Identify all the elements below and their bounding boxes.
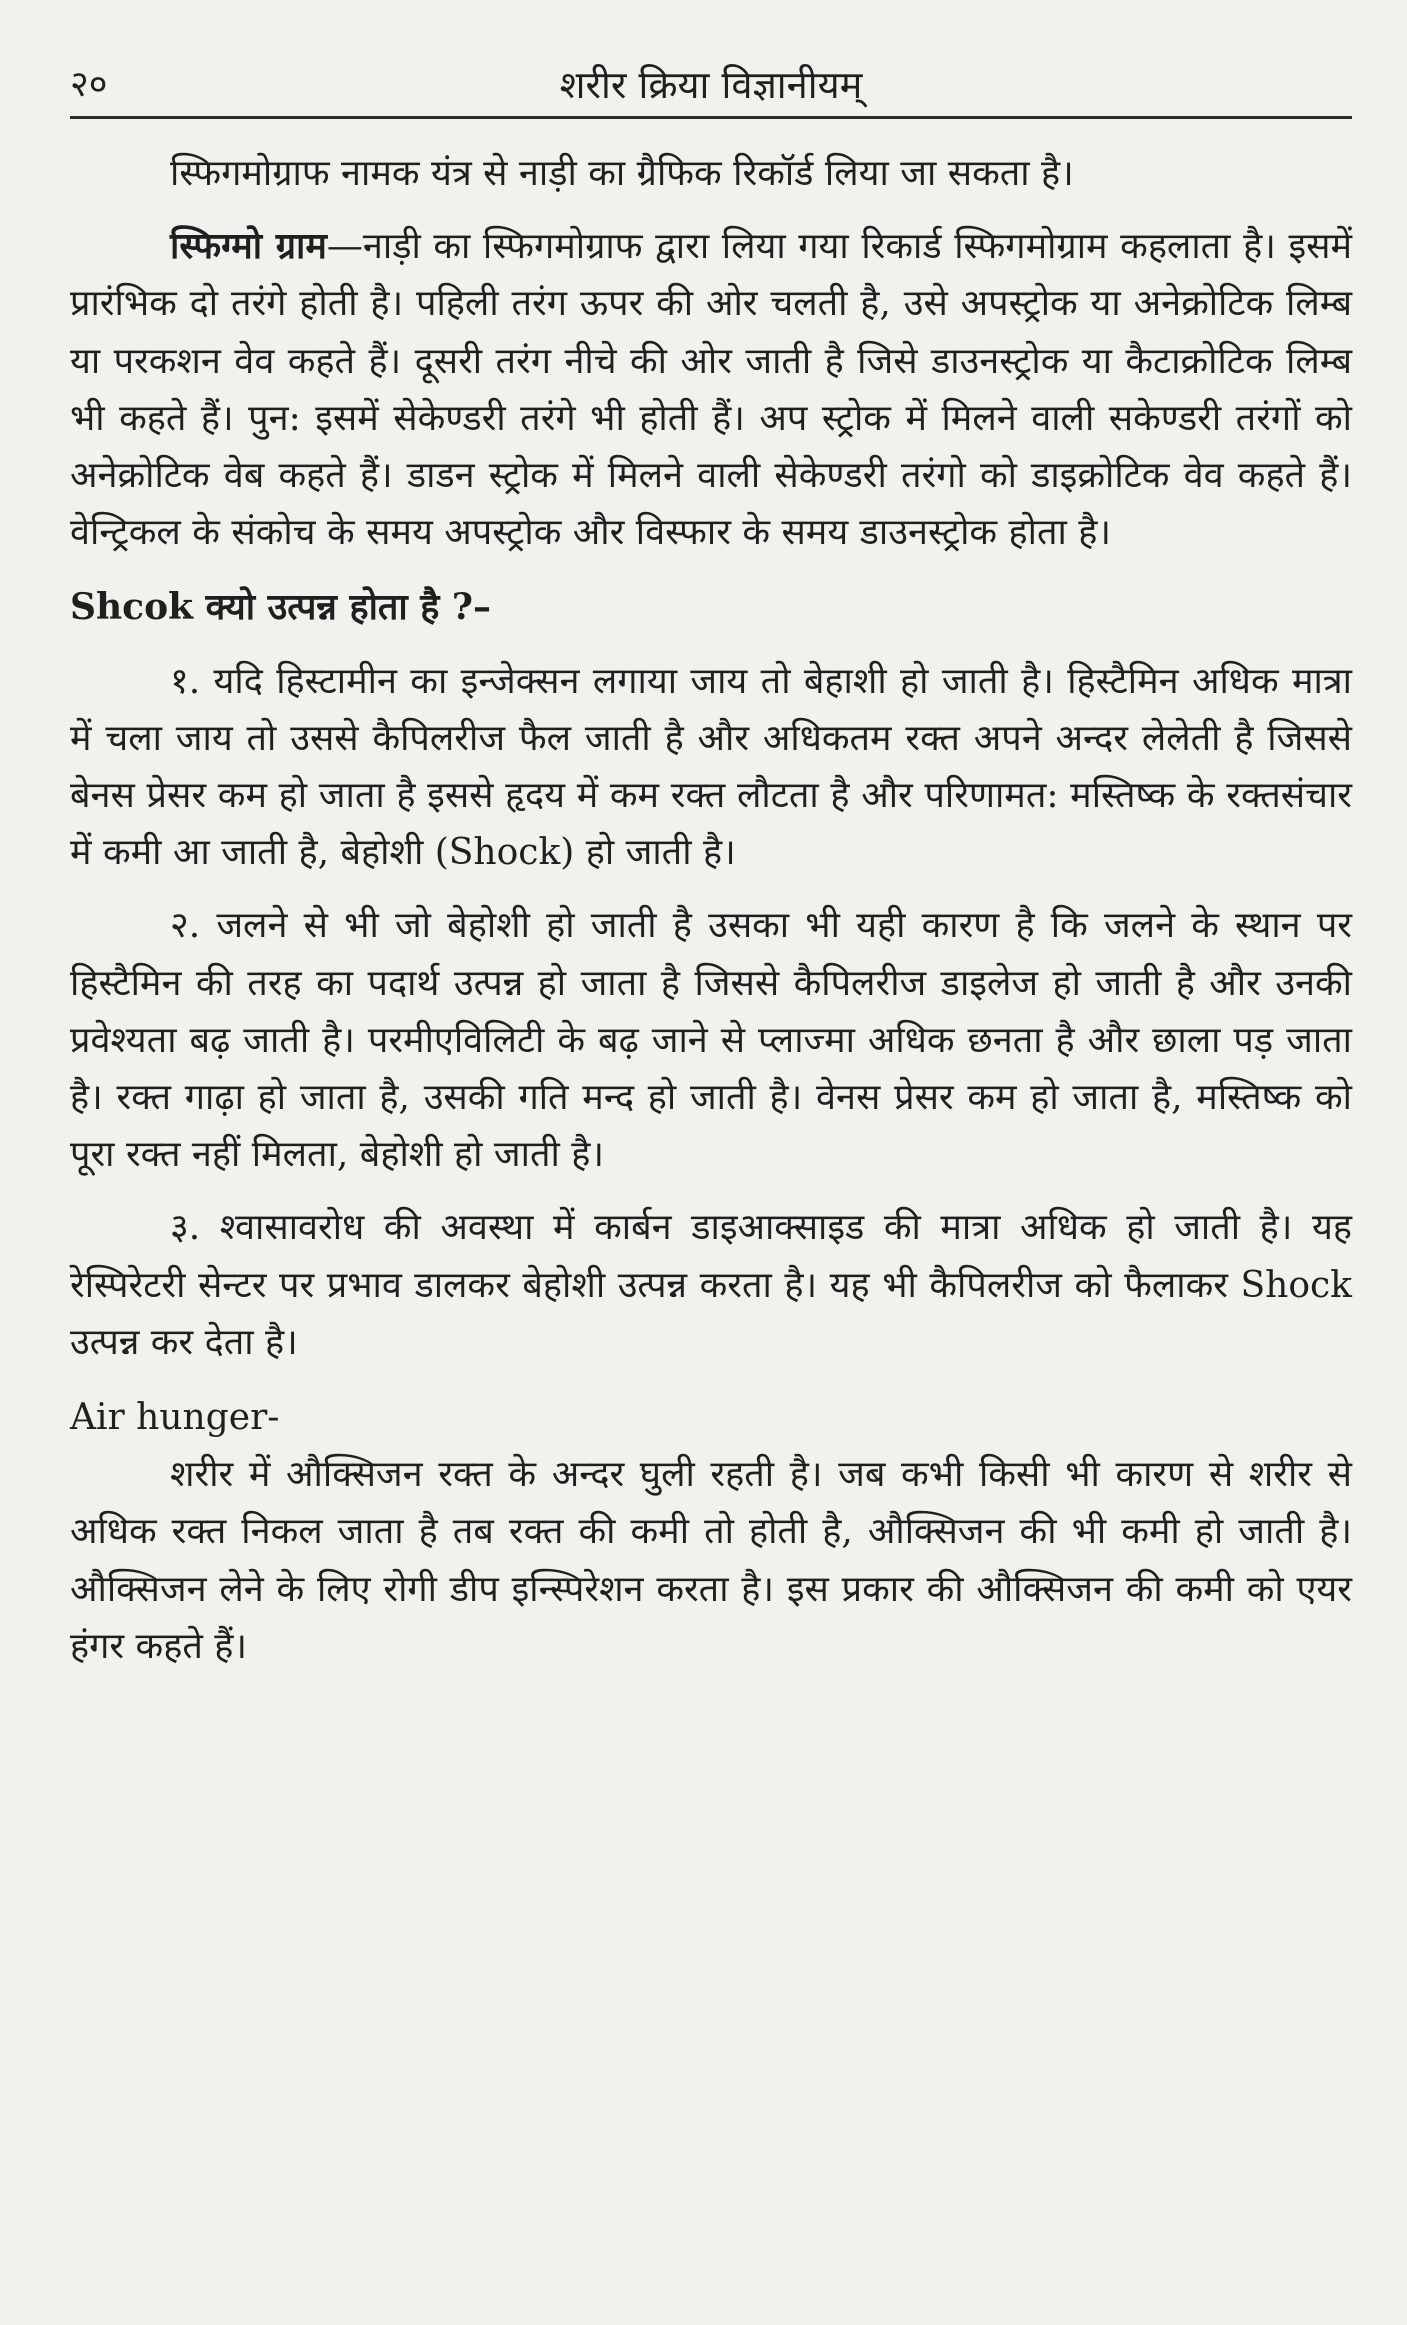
sphygmogram-description: —नाड़ी का स्फिगमोग्राफ द्वारा लिया गया रिकार्ड स्फिगमोग्राम कहलाता है। इसमें प्रारंभिक दो तरंगे होती है। पहिली तरंग ऊपर की ओर चलती है, उसे अपस्ट्रोक या अनेक्रोटिक लिम्ब या परकशन वेव कहते हैं। दूसरी तरंग नीचे की ओर जाती है जिसे डाउनस्ट्रोक या कैटाक्रोटिक लिम्ब भी कहते हैं। पुन: इसमें सेकेण्डरी तरंगे भी होती हैं। अप स्ट्रोक में मिलने वाली सकेण्डरी तरंगों को अनेक्रोटिक वेब कहते हैं। डाडन स्ट्रोक में मिलने वाली सेकेण्डरी तरंगो को डाइक्रोटिक वेव कहते हैं। वेन्ट्रिकल के संकोच के समय अपस्ट्रोक और विस्फार के समय डाउनस्ट्रोक होता है। <box>70 226 1352 554</box>
heading-shock-cause: Shcok क्यो उत्पन्न होता है ?– <box>70 586 492 629</box>
paragraph-sphygmogram <box>70 218 1352 561</box>
paragraph-point-3: ३. श्वासावरोध की अवस्था में कार्बन डाइआक्साइड की मात्रा अधिक हो जाती है। यह रेस्पिरेटरी सेन्टर पर प्रभाव डालकर बेहोशी उत्पन्न करता है। यह भी कैपिलरीज को फैलाकर Shock उत्पन्न कर देता है। <box>70 1207 1352 1363</box>
page-body <box>70 145 1352 1675</box>
page-header <box>70 60 1352 119</box>
paragraph-point-2: २. जलने से भी जो बेहोशी हो जाती है उसका भी यही कारण है कि जलने के स्थान पर हिस्टैमिन की तरह का पदार्थ उत्पन्न हो जाता है जिससे कैपिलरीज डाइलेज हो जाती है और उनकी प्रवेश्यता बढ़ जाती है। परमीएविलिटी के बढ़ जाने से प्लाज्मा अधिक छनता है और छाला पड़ जाता है। रक्त गाढ़ा हो जाता है, उसकी गति मन्द हो जाती है। वेनस प्रेसर कम हो जाता है, मस्तिष्क को पूरा रक्त नहीं मिलता, बेहोशी हो जाती है। <box>70 905 1352 1176</box>
running-title: शरीर क्रिया विज्ञानीयम् <box>559 63 863 107</box>
page-number: २० <box>70 64 108 105</box>
term-sphygmogram: स्फिग्मो ग्राम <box>170 225 327 268</box>
paragraph-sphygmograph: स्फिगमोग्राफ नामक यंत्र से नाड़ी का ग्रैफिक रिकॉर्ड लिया जा सकता है। <box>170 153 1074 194</box>
paragraph-air-hunger: शरीर में औक्सिजन रक्त के अन्दर घुली रहती है। जब कभी किसी भी कारण से शरीर से अधिक रक्त निकल जाता है तब रक्त की कमी तो होती है, औक्सिजन की भी कमी हो जाती है। औक्सिजन लेने के लिए रोगी डीप इन्स्पिरेशन करता है। इस प्रकार की औक्सिजन की कमी को एयर हंगर कहते हैं। <box>70 1454 1352 1667</box>
paragraph-point-1: १. यदि हिस्टामीन का इन्जेक्सन लगाया जाय तो बेहाशी हो जाती है। हिस्टैमिन अधिक मात्रा में चला जाय तो उससे कैपिलरीज फैल जाती है और अधिकतम रक्त अपने अन्दर लेलेती है जिससे बेनस प्रेसर कम हो जाता है इससे हृदय में कम रक्त लौटता है और परिणामत: मस्तिष्क के रक्तसंचार में कमी आ जाती है, बेहोशी (Shock) हो जाती है। <box>70 660 1352 874</box>
heading-air-hunger: Air hunger- <box>70 1397 280 1439</box>
